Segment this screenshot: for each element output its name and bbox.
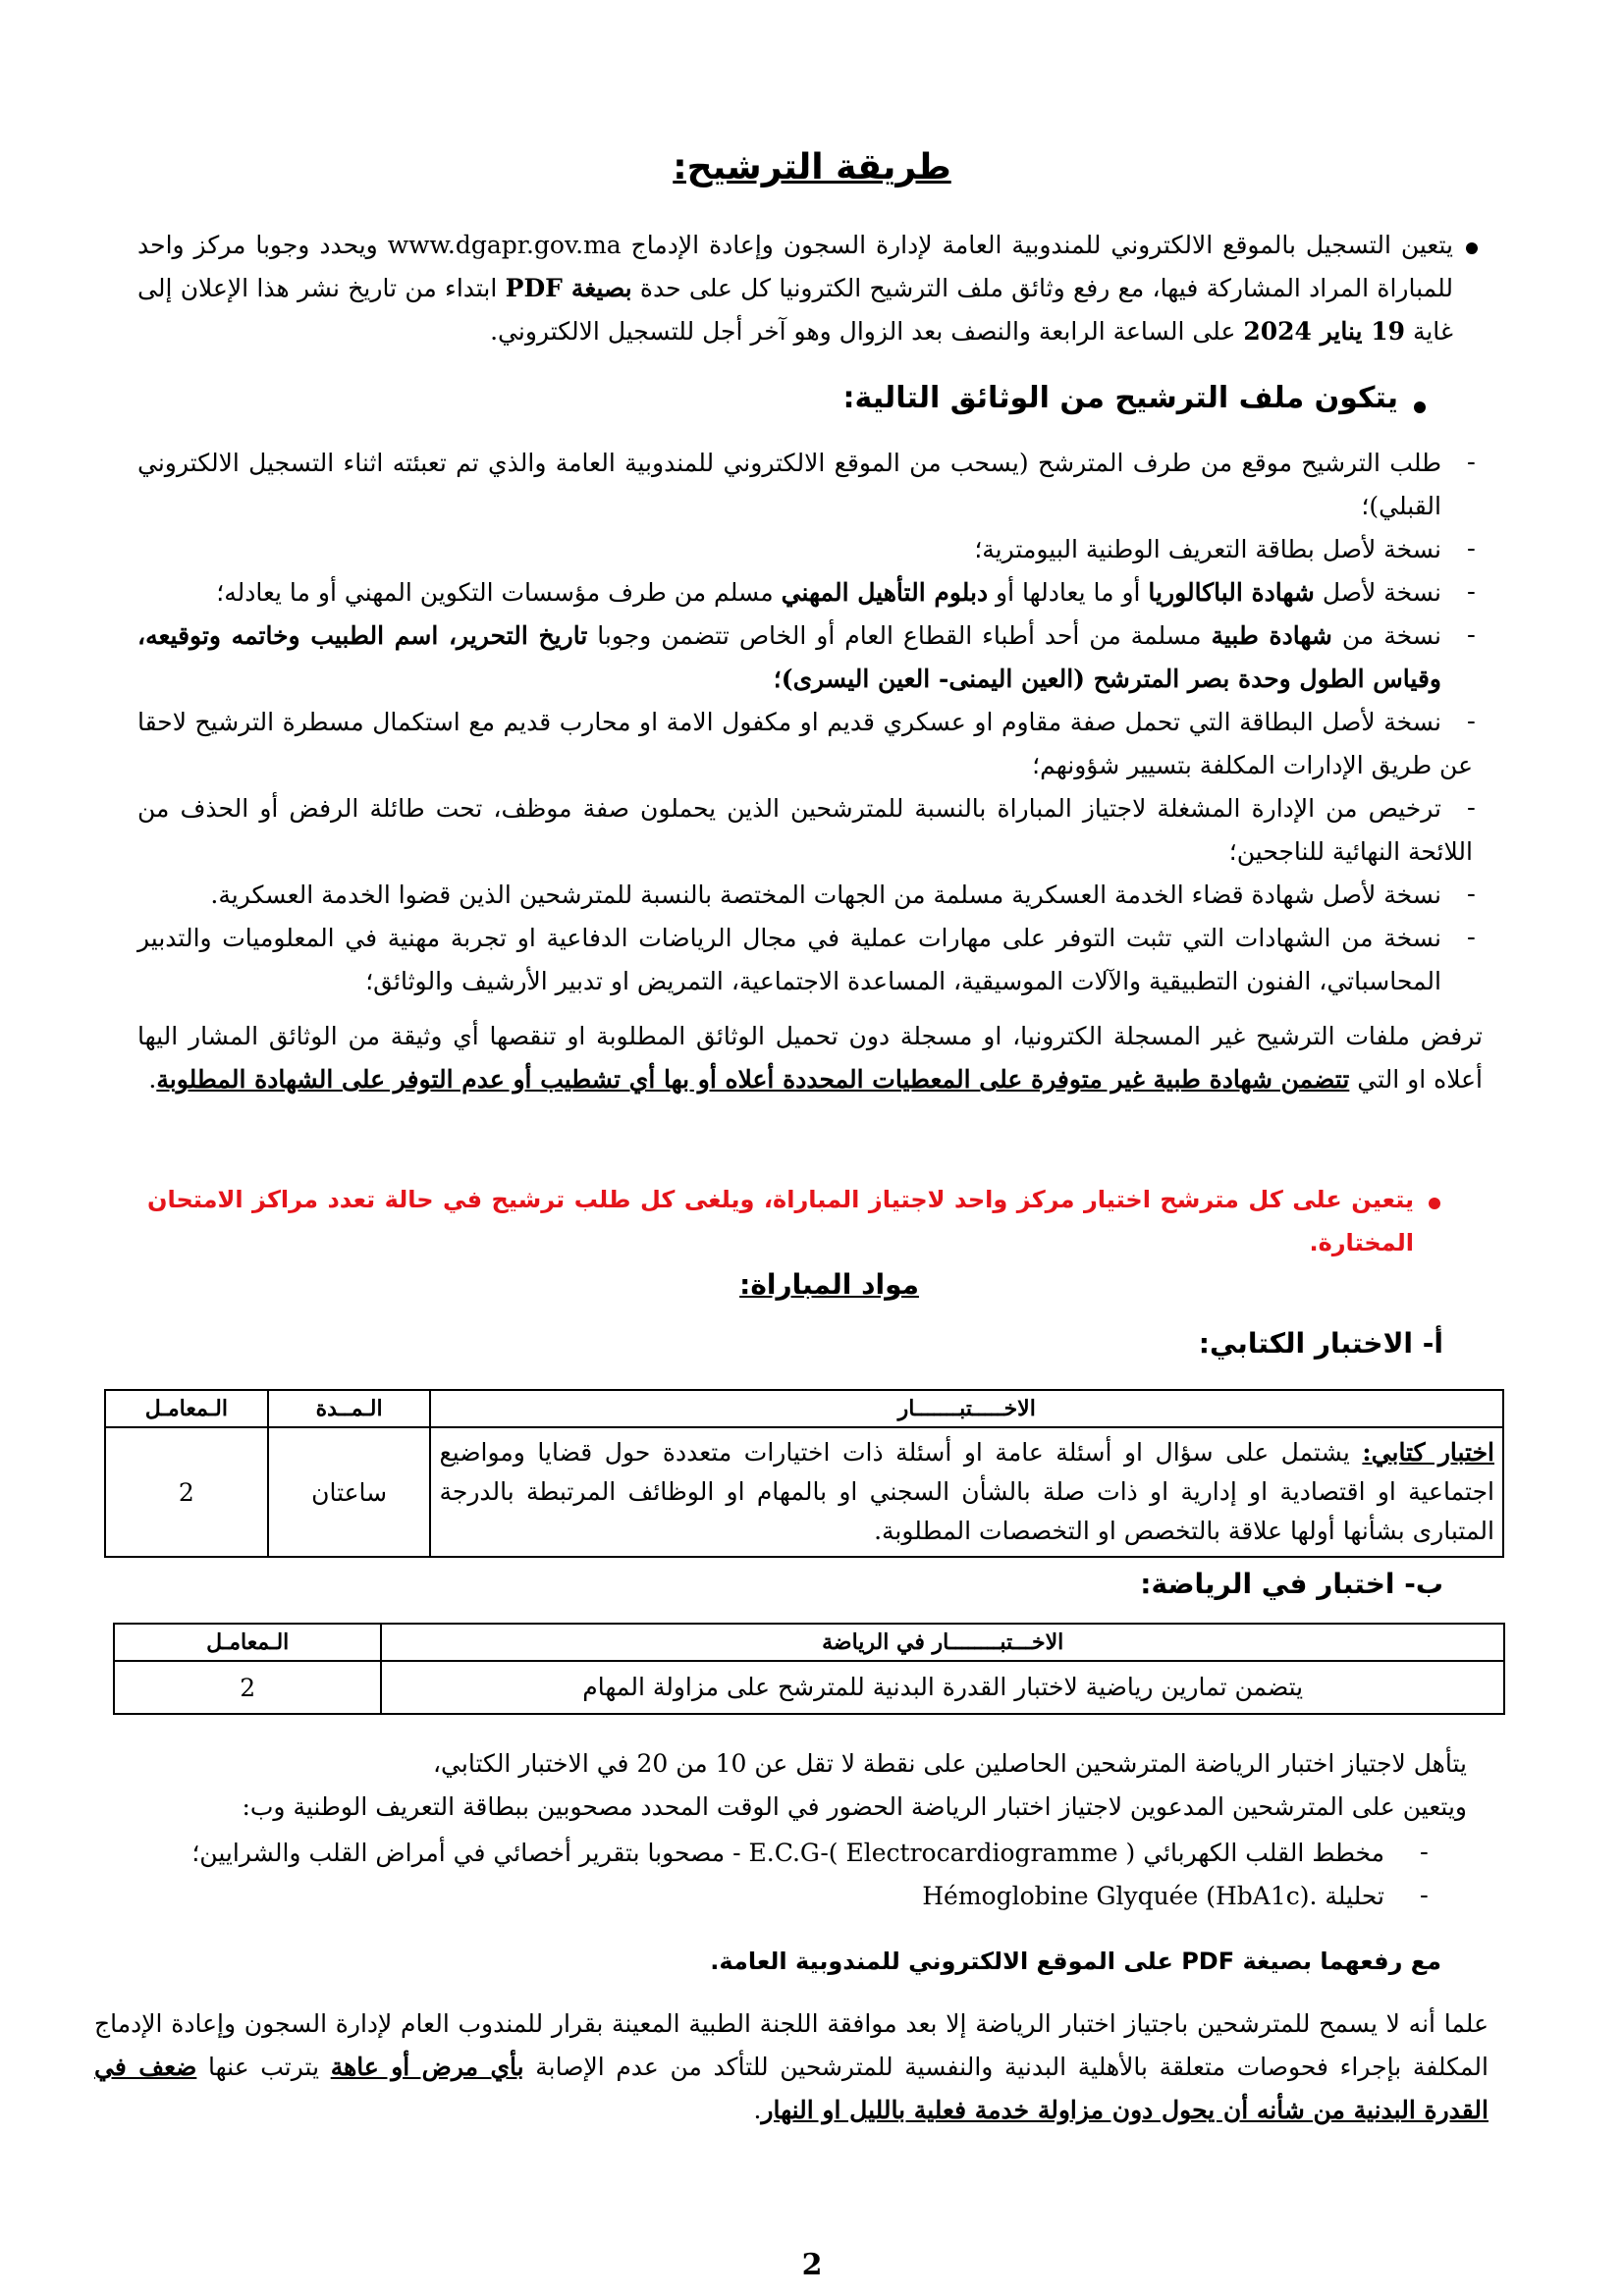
doc-item: نسخة لأصل بطاقة التعريف الوطنية البيومترية؛ xyxy=(974,535,1441,563)
doc-item: طلب الترشيح موقع من طرف المترشح (يسحب من الموقع الالكتروني للمندوبية العامة والذي تم تعبئته اثناء التسجيل الالكتروني القبلي)؛ xyxy=(137,449,1441,520)
page-title: طريقة الترشيح: xyxy=(673,147,951,187)
doc-item: نسخة لأصل شهادة الباكالوريا أو ما يعادلها أو دبلوم التأهيل المهني مسلم من طرف مؤسسات التكوين المهني أو ما يعادله؛ xyxy=(216,578,1441,607)
dash-icon: - xyxy=(1467,448,1476,477)
warning-notice: يتعين على كل مترشح اختيار مركز واحد لاجتياز المباراة، ويلغى كل طلب ترشيح في حالة تعدد مراكز الامتحان المختارة. xyxy=(147,1186,1414,1256)
dash-icon: - xyxy=(1420,1838,1429,1867)
written-test-duration: ساعتان xyxy=(268,1427,431,1557)
bullet-icon xyxy=(1466,242,1478,254)
page-number: 2 xyxy=(801,2248,823,2282)
written-test-table xyxy=(104,1389,1504,1558)
dash-icon: - xyxy=(1467,620,1476,650)
subjects-heading: مواد المباراة: xyxy=(739,1268,919,1301)
dash-icon: - xyxy=(1467,534,1476,563)
website-url: www.dgapr.gov.ma xyxy=(387,231,622,259)
dash-icon: - xyxy=(1467,793,1476,823)
written-test-heading: أ- الاختبار الكتابي: xyxy=(1198,1327,1443,1360)
doc-item: نسخة من شهادة طبية مسلمة من أحد أطباء القطاع العام أو الخاص تتضمن وجوبا تاريخ التحرير، اسم الطبيب وخاتمه وتوقيعه، وقياس الطول وحدة بصر المترشح (العين اليمنى- العين اليسرى)؛ xyxy=(137,621,1441,693)
col-test: الاخـــــتبـــــــار xyxy=(430,1390,1503,1427)
rejection-paragraph: ترفض ملفات الترشيح غير المسجلة الكترونيا، او مسجلة دون تحميل الوثائق المطلوبة او تنقصها أي وثيقة من الوثائق المشار اليها أعلاه او التي تتضمن شهادة طبية غير متوفرة على المعطيات المحددة أعلاه أو بها أي تشطيب أو عدم التوفر على الشهادة المطلوبة. xyxy=(137,1022,1483,1094)
eligibility-line: ويتعين على المترشحين المدعوين لاجتياز اختبار الرياضة الحضور في الوقت المحدد مصحوبين ببطاقة التعريف الوطنية وب: xyxy=(242,1792,1467,1821)
col-duration: الـمــدة xyxy=(268,1390,431,1427)
doc-item: ترخيص من الإدارة المشغلة لاجتياز المباراة بالنسبة للمترشحين الذين يحملون صفة موظف، تحت طائلة الرفض أو الحذف من اللائحة النهائية للناجحين؛ xyxy=(137,794,1473,866)
dash-icon: - xyxy=(1420,1881,1429,1910)
col-coefficient: الـمعامـل xyxy=(114,1624,381,1661)
dash-icon: - xyxy=(1467,577,1476,607)
docs-heading: يتكون ملف الترشيح من الوثائق التالية: xyxy=(842,381,1398,415)
dash-icon: - xyxy=(1467,880,1476,909)
doc-item: نسخة من الشهادات التي تثبت التوفر على مهارات عملية في مجال الرياضات الدفاعية او تجربة مهنية في المعلوميات والتدبير المحاسباتي، الفنون التطبيقية والآلات الموسيقية، المساعدة الاجتماعية، التمريض او تدبير الأرشيف والوثائق؛ xyxy=(137,924,1441,995)
sport-test-heading: ب- اختبار في الرياضة: xyxy=(1140,1568,1443,1600)
dash-icon: - xyxy=(1467,923,1476,952)
bullet-icon xyxy=(1429,1198,1440,1209)
sport-test-coefficient: 2 xyxy=(114,1661,381,1714)
bullet-icon xyxy=(1414,401,1426,413)
deadline-date: 19 يناير 2024 xyxy=(1243,317,1405,346)
doc-item: نسخة لأصل شهادة قضاء الخدمة العسكرية مسلمة من الجهات المختصة بالنسبة للمترشحين الذين قضوا الخدمة العسكرية. xyxy=(210,881,1441,909)
doc-item: نسخة لأصل البطاقة التي تحمل صفة مقاوم او عسكري قديم او مكفول الامة او محارب قديم مع استكمال مسطرة الترشيح لاحقا عن طريق الإدارات المكلفة بتسيير شؤونهم؛ xyxy=(137,708,1473,779)
written-test-description: اختبار كتابي: يشتمل على سؤال او أسئلة عامة او أسئلة ذات اختيارات متعددة حول قضايا ومواضيع اجتماعية او اقتصادية او إدارية او ذات صلة بالشأن السجني او بالمهام او الوظائف المرتبطة بالدرجة المتبارى بشأنها أولها علاقة بالتخصص او التخصصات المطلوبة. xyxy=(430,1427,1503,1557)
requirement-hba1c: تحليلة Hémoglobine Glyquée (HbA1c). xyxy=(922,1882,1384,1910)
col-coefficient: الـمعامـل xyxy=(105,1390,268,1427)
requirement-ecg: مخطط القلب الكهربائي E.C.G-( Electrocardiogramme ) - مصحوبا بتقرير أخصائي في أمراض القلب والشرايين؛ xyxy=(191,1839,1384,1867)
col-test: الاخـــتبــــــــار في الرياضة xyxy=(381,1624,1504,1661)
upload-instruction: مع رفعهما بصيغة PDF على الموقع الالكتروني للمندوبية العامة. xyxy=(710,1948,1441,1975)
dash-icon: - xyxy=(1467,707,1476,736)
medical-paragraph: علما أنه لا يسمح للمترشحين باجتياز اختبار الرياضة إلا بعد موافقة اللجنة الطبية المعينة بقرار للمندوب العام لإدارة السجون وإعادة الإدماج المكلفة بإجراء فحوصات متعلقة بالأهلية البدنية والنفسية للمترشحين للتأكد من عدم الإصابة بأي مرض أو عاهة يترتب عنها ضعف في القدرة البدنية من شأنه أن يحول دون مزاولة خدمة فعلية بالليل او النهار. xyxy=(94,2009,1489,2124)
intro-paragraph: يتعين التسجيل بالموقع الالكتروني للمندوبية العامة لإدارة السجون وإعادة الإدماج www.dgapr.gov.ma ويحدد وجوبا مركز واحد للمباراة المراد المشاركة فيها، مع رفع وثائق ملف الترشيح الكترونيا كل على حدة بصيغة PDF ابتداء من تاريخ نشر هذا الإعلان إلى غاية 19 يناير 2024 على الساعة الرابعة والنصف بعد الزوال وهو آخر أجل للتسجيل الالكتروني. xyxy=(137,231,1453,346)
written-test-coefficient: 2 xyxy=(105,1427,268,1557)
sport-test-table xyxy=(113,1623,1505,1715)
eligibility-line: يتأهل لاجتياز اختبار الرياضة المترشحين الحاصلين على نقطة لا تقل عن 10 من 20 في الاختبار الكتابي، xyxy=(432,1749,1467,1778)
sport-test-description: يتضمن تمارين رياضية لاختبار القدرة البدنية للمترشح على مزاولة المهام xyxy=(381,1661,1504,1714)
